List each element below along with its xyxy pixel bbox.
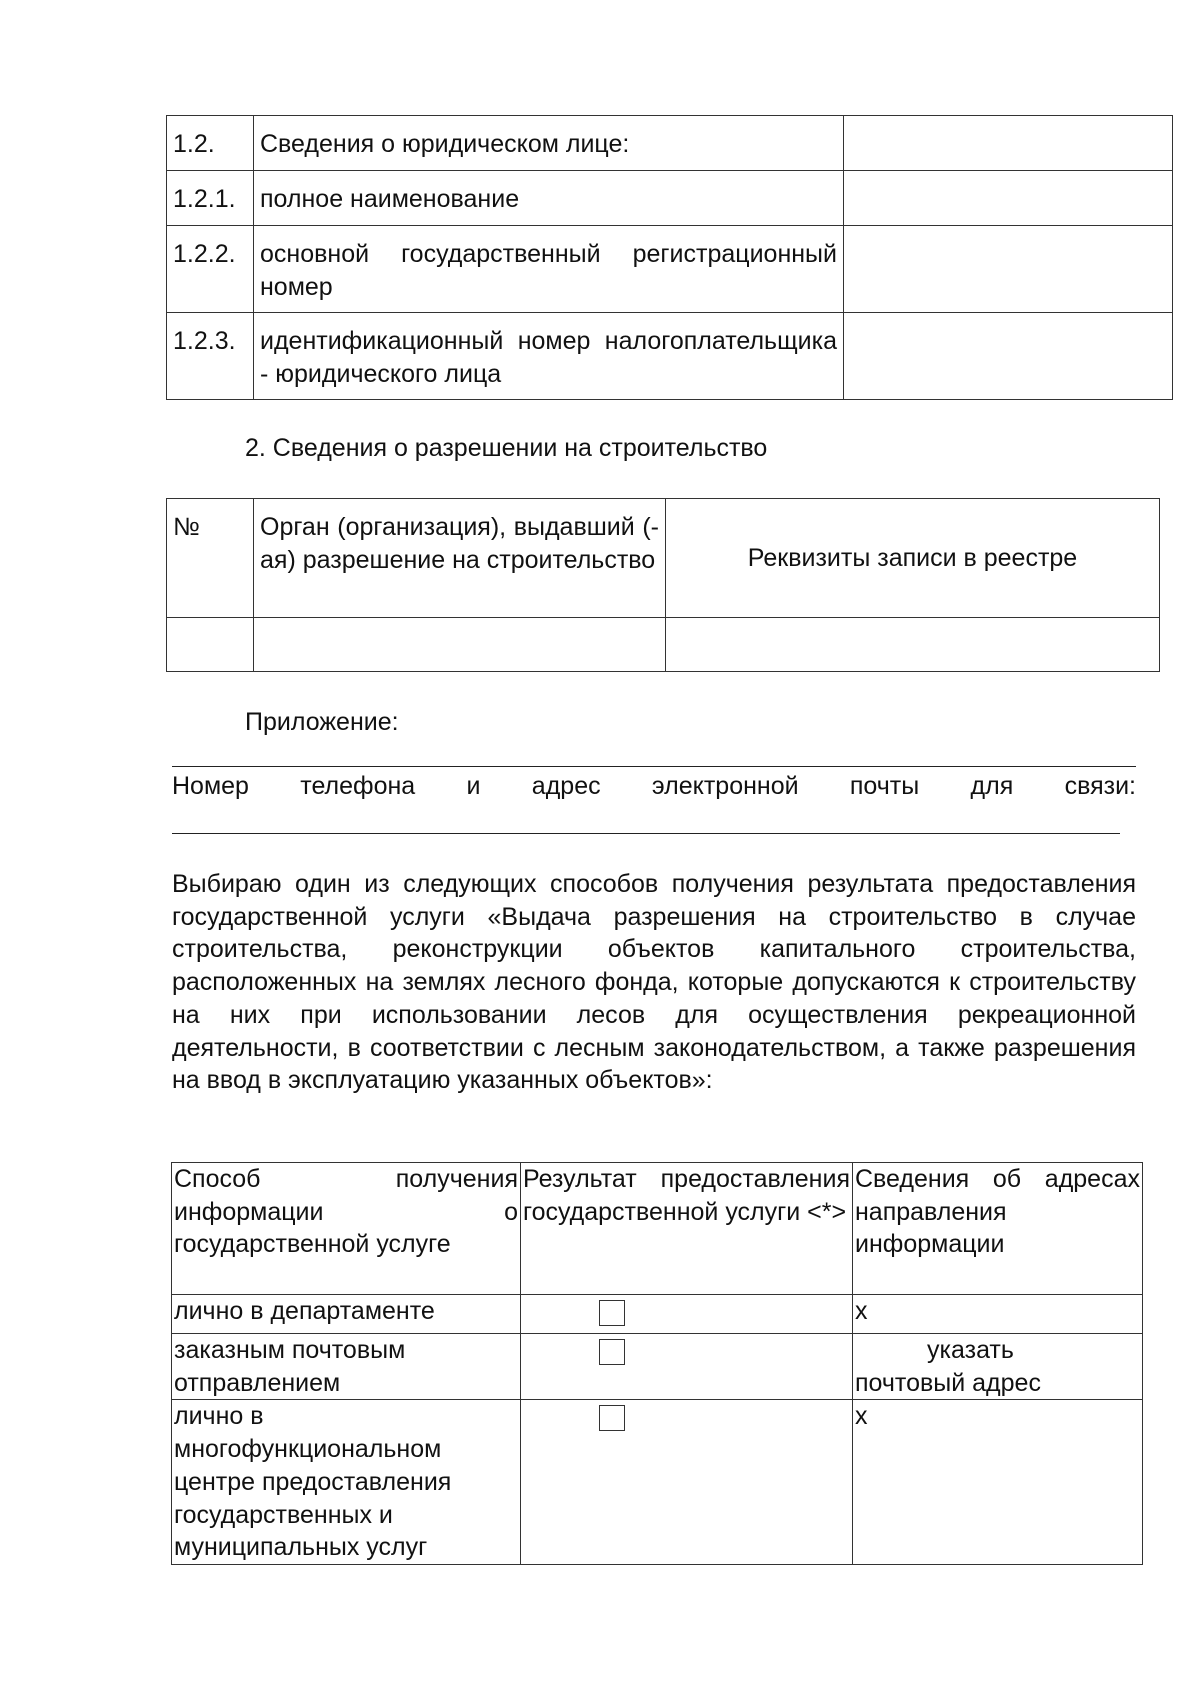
method-cell: заказным почтовым отправлением [172,1334,521,1400]
attachment-line[interactable] [172,766,1136,767]
contact-line[interactable] [172,833,1120,834]
value-cell[interactable] [844,226,1173,313]
result-header: Результат предоставления государственной услуги <*> [521,1163,853,1295]
table-row [172,1295,1143,1334]
address-cell[interactable] [853,1334,1143,1400]
registry-details-header: Реквизиты записи в реестре [666,499,1160,618]
row-number: 1.2.2. [167,226,254,313]
method-cell: лично в департаменте [172,1295,521,1334]
permit-table [166,498,1160,672]
contact-label: Номер телефона и адрес электронной почты для связи: [172,772,1136,800]
table-row [167,313,1173,400]
row-label: Сведения о юридическом лице: [254,116,844,171]
registry-details-cell[interactable] [666,618,1160,672]
legal-entity-table [166,115,1173,400]
table-row [172,1400,1143,1565]
result-checkbox[interactable] [599,1405,625,1431]
attachment-label: Приложение: [245,708,399,736]
table-row [167,171,1173,226]
table-row [167,116,1173,171]
row-label: основной государственный регистрационный номер [254,226,844,313]
delivery-method-paragraph: Выбираю один из следующих способов получения результата предоставления государственной услуги «Выдача разрешения на строительство в случае строительства, реконструкции объектов капитального строительства, расположенных на землях лесного фонда, которые допускаются к строительству на них при использовании лесов для осуществления рекреационной деятельности, в соответствии с лесным законодательством, а также разрешения на ввод в эксплуатацию указанных объектов»: [172,870,1136,1095]
row-number: 1.2.1. [167,171,254,226]
section-heading: 2. Сведения о разрешении на строительство [245,434,768,462]
value-cell[interactable] [844,313,1173,400]
table-row [167,226,1173,313]
result-cell [521,1295,853,1334]
address-cell: х [853,1295,1143,1334]
value-cell[interactable] [844,171,1173,226]
address-hint: указать [927,1336,1014,1364]
row-number: 1.2. [167,116,254,171]
table-row [167,618,1160,672]
row-number: 1.2.3. [167,313,254,400]
address-hint: почтовый адрес [855,1368,1041,1397]
issuing-authority-header: Орган (организация), выдавший (-ая) разрешение на строительство [254,499,666,618]
address-header: Сведения об адресах направления информации [853,1163,1143,1295]
table-header-row [167,499,1160,618]
delivery-method-table [171,1162,1143,1565]
row-label: полное наименование [254,171,844,226]
row-label: идентификационный номер налогоплательщика - юридического лица [254,313,844,400]
result-cell [521,1400,853,1565]
address-cell: х [853,1400,1143,1565]
table-row [172,1334,1143,1400]
result-checkbox[interactable] [599,1339,625,1365]
number-cell[interactable] [167,618,254,672]
number-header: № [167,499,254,618]
issuing-authority-cell[interactable] [254,618,666,672]
result-checkbox[interactable] [599,1300,625,1326]
value-cell[interactable] [844,116,1173,171]
result-cell [521,1334,853,1400]
method-header: Способ получения информации о государственной услуге [172,1163,521,1295]
method-cell: лично в многофункциональном центре предоставления государственных и муниципальных услуг [172,1400,521,1565]
table-header-row [172,1163,1143,1295]
